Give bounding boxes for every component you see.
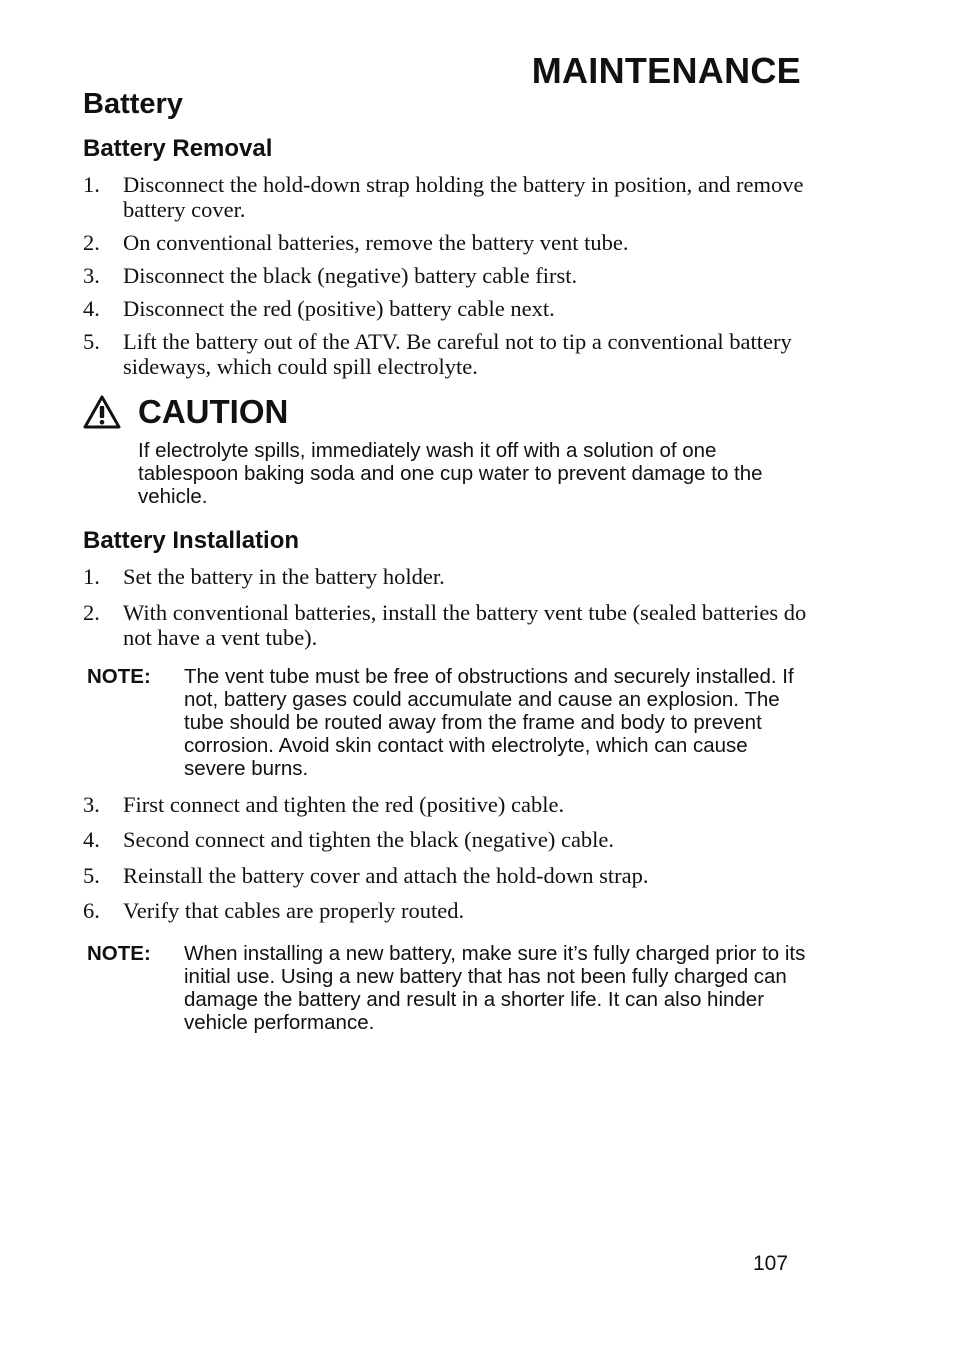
step-number: 2. bbox=[83, 230, 100, 255]
caution-title: CAUTION bbox=[138, 393, 289, 430]
warning-triangle-icon bbox=[83, 395, 121, 429]
removal-step bbox=[83, 263, 808, 288]
step-text: Disconnect the red (positive) battery cable next. bbox=[123, 296, 555, 321]
step-number: 4. bbox=[83, 296, 100, 321]
note-text: The vent tube must be free of obstructions and securely installed. If not, battery gases could accumulate and cause an explosion. The tube should be routed away from the frame and body to prevent corrosion. Avoid skin contact with electrolyte, which can cause severe burns. bbox=[184, 665, 794, 780]
note bbox=[87, 942, 808, 1034]
step-text: Reinstall the battery cover and attach the hold-down strap. bbox=[123, 863, 649, 888]
note-label: NOTE: bbox=[87, 942, 151, 965]
step-number: 2. bbox=[83, 600, 100, 625]
step-text: Second connect and tighten the black (negative) cable. bbox=[123, 827, 615, 852]
removal-step bbox=[83, 172, 808, 222]
installation-step bbox=[83, 898, 808, 923]
step-number: 3. bbox=[83, 263, 100, 288]
removal-step bbox=[83, 329, 808, 379]
chapter-title: MAINTENANCE bbox=[531, 50, 801, 91]
note-label: NOTE: bbox=[87, 665, 151, 688]
step-number: 3. bbox=[83, 792, 100, 817]
installation-step bbox=[83, 564, 808, 589]
step-number: 6. bbox=[83, 898, 100, 923]
installation-step bbox=[83, 600, 808, 650]
step-text: On conventional batteries, remove the battery vent tube. bbox=[123, 230, 629, 255]
step-text: Disconnect the hold-down strap holding the battery in position, and remove battery cover. bbox=[123, 172, 804, 222]
installation-step bbox=[83, 827, 808, 852]
page-number: 107 bbox=[753, 1252, 789, 1275]
caution-text: If electrolyte spills, immediately wash it off with a solution of one tablespoon baking soda and one cup water to prevent damage to the vehicle. bbox=[138, 439, 763, 508]
removal-heading: Battery Removal bbox=[83, 135, 273, 162]
installation-step bbox=[83, 792, 808, 817]
removal-step bbox=[83, 296, 808, 321]
step-number: 1. bbox=[83, 172, 100, 197]
step-text: First connect and tighten the red (positive) cable. bbox=[123, 792, 565, 817]
removal-step bbox=[83, 230, 808, 255]
section-title: Battery bbox=[83, 88, 183, 120]
step-number: 1. bbox=[83, 564, 100, 589]
step-text: Verify that cables are properly routed. bbox=[123, 898, 465, 923]
step-number: 5. bbox=[83, 329, 100, 354]
step-number: 4. bbox=[83, 827, 100, 852]
step-text: Set the battery in the battery holder. bbox=[123, 564, 445, 589]
installation-heading: Battery Installation bbox=[83, 527, 300, 554]
caution-header bbox=[83, 392, 288, 432]
step-text: Disconnect the black (negative) battery cable first. bbox=[123, 263, 578, 288]
note-text: When installing a new battery, make sure it’s fully charged prior to its initial use. Using a new battery that has not been fully charged can damage the battery and result in a shorter life. It can also hinder vehicle performance. bbox=[184, 942, 806, 1034]
note bbox=[87, 665, 808, 780]
step-text: With conventional batteries, install the battery vent tube (sealed batteries do not have a vent tube). bbox=[123, 600, 807, 650]
step-text: Lift the battery out of the ATV. Be careful not to tip a conventional battery sideways, which could spill electrolyte. bbox=[123, 329, 792, 379]
step-number: 5. bbox=[83, 863, 100, 888]
installation-step bbox=[83, 863, 808, 888]
